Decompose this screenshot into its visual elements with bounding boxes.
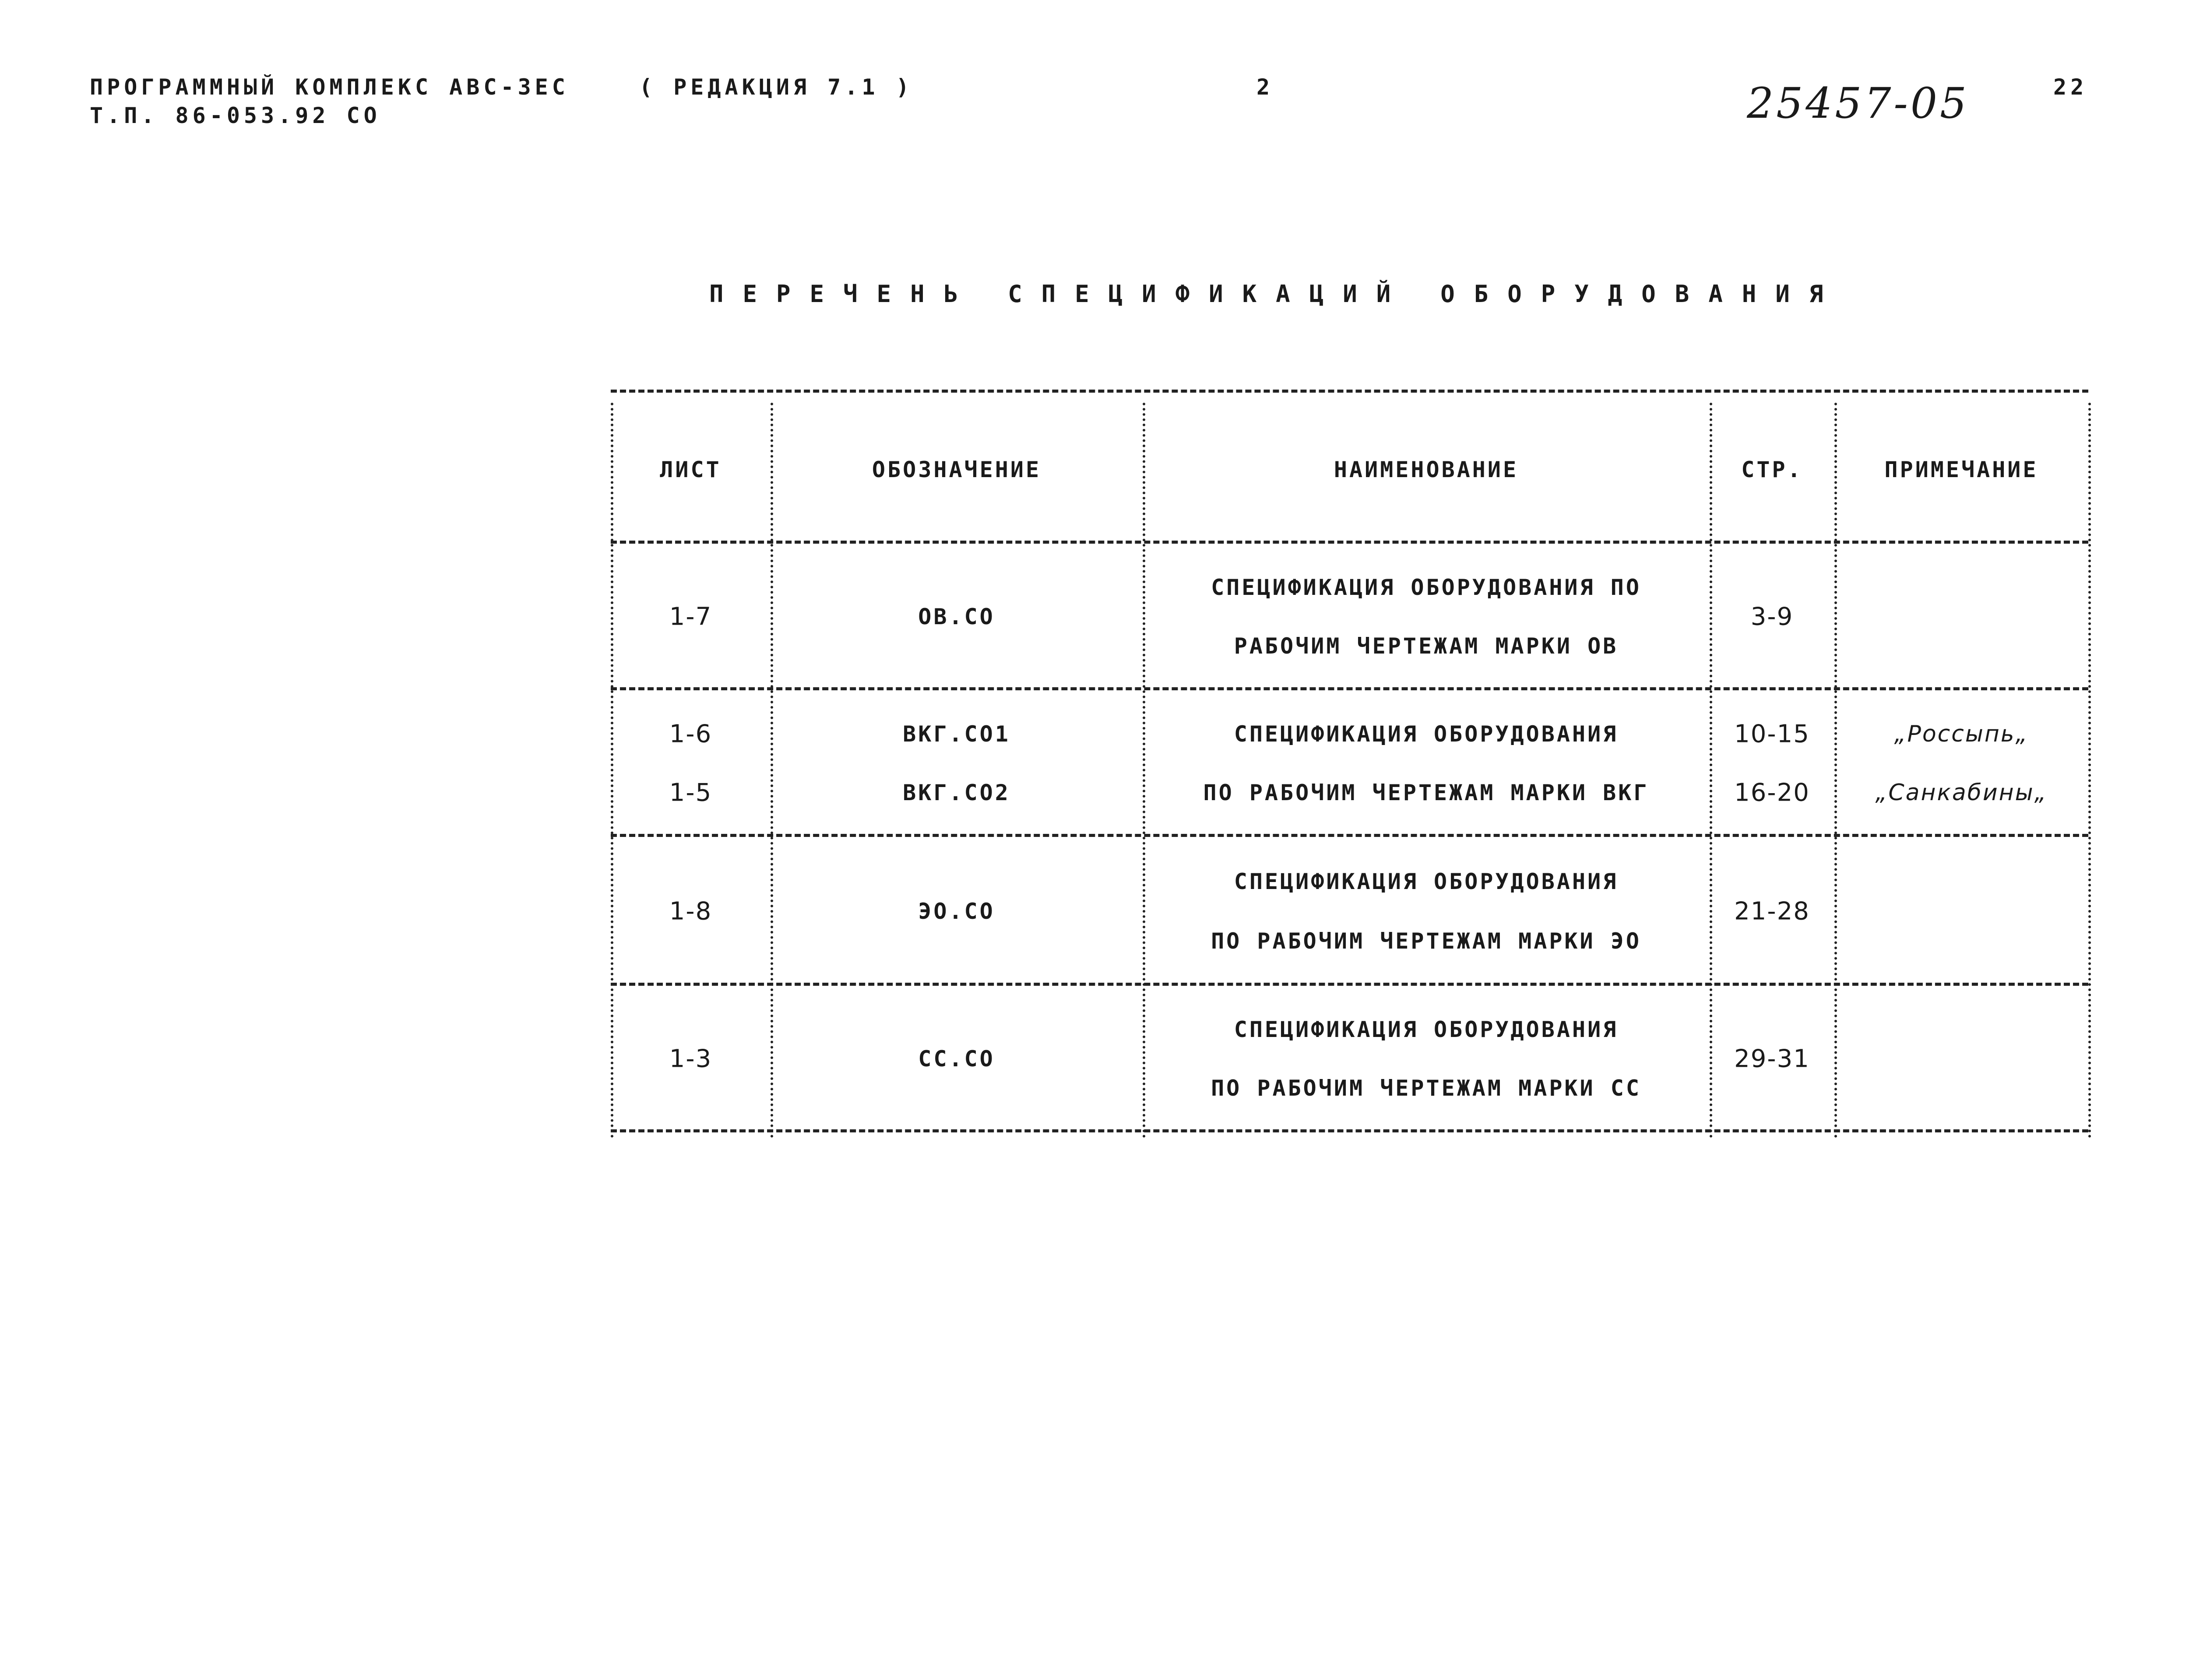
row-sheets: 1-3 [669,1044,712,1073]
table-column-rule [611,403,613,1138]
sheet-number: 22 [2053,74,2088,100]
table-rule [611,834,2088,837]
column-header: ПРИМЕЧАНИЕ [1884,457,2038,482]
row-notes: „Санкабины„ [1875,780,2048,806]
row-designations: ВКГ.СО2 [903,780,1010,806]
title-word: СПЕЦИФИКАЦИЙ [1008,280,1410,308]
table-column-rule [1834,403,1837,1138]
page-number: 2 [1256,74,1274,100]
column-header: ОБОЗНАЧЕНИЕ [872,457,1042,482]
table-rule [611,983,2088,986]
row-name: ПО РАБОЧИМ ЧЕРТЕЖАМ МАРКИ ВКГ [1203,780,1649,806]
title-word: ОБОРУДОВАНИЯ [1440,280,1843,308]
table-column-rule [771,403,773,1138]
row-sheets: 1-7 [669,602,712,631]
row-name: ПО РАБОЧИМ ЧЕРТЕЖАМ МАРКИ ЭО [1211,928,1641,954]
row-name: ПО РАБОЧИМ ЧЕРТЕЖАМ МАРКИ СС [1211,1075,1641,1101]
row-pages: 21-28 [1734,897,1810,926]
row-name: СПЕЦИФИКАЦИЯ ОБОРУДОВАНИЯ [1234,1017,1619,1043]
row-pages: 16-20 [1734,778,1810,807]
row-pages: 10-15 [1734,720,1810,749]
row-name: РАБОЧИМ ЧЕРТЕЖАМ МАРКИ ОВ [1234,633,1619,659]
stamp-number: 25457-05 [1747,79,1969,128]
program-label: ПРОГРАММНЫЙ КОМПЛЕКС АВС-3ЕС [90,74,569,100]
row-designations: СС.СО [918,1046,995,1072]
table-rule [611,1129,2088,1132]
table-rule [611,390,2088,393]
row-name: СПЕЦИФИКАЦИЯ ОБОРУДОВАНИЯ [1234,721,1619,747]
row-pages: 29-31 [1734,1044,1810,1073]
table-column-rule [1710,403,1712,1138]
table-column-rule [2088,403,2091,1138]
row-designations: ЭО.СО [918,898,995,924]
row-designations: ВКГ.СО1 [903,721,1010,747]
column-header: СТР. [1741,457,1803,482]
table-rule [611,541,2088,544]
row-name: СПЕЦИФИКАЦИЯ ОБОРУДОВАНИЯ ПО [1211,575,1641,601]
column-header: НАИМЕНОВАНИЕ [1334,457,1519,482]
row-notes: „Россыпь„ [1894,721,2029,748]
title-word: ПЕРЕЧЕНЬ [709,280,978,308]
edition-label: ( РЕДАКЦИЯ 7.1 ) [639,74,913,100]
document-title [709,280,1873,308]
table-column-rule [1143,403,1145,1138]
row-sheets: 1-6 [669,720,712,749]
project-code: Т.П. 86-053.92 СО [90,103,381,128]
column-header: ЛИСТ [660,457,721,482]
table-rule [611,687,2088,690]
row-sheets: 1-8 [669,897,712,926]
row-pages: 3-9 [1750,602,1794,631]
row-sheets: 1-5 [669,778,712,807]
row-name: СПЕЦИФИКАЦИЯ ОБОРУДОВАНИЯ [1234,868,1619,894]
row-designations: ОВ.СО [918,604,995,630]
